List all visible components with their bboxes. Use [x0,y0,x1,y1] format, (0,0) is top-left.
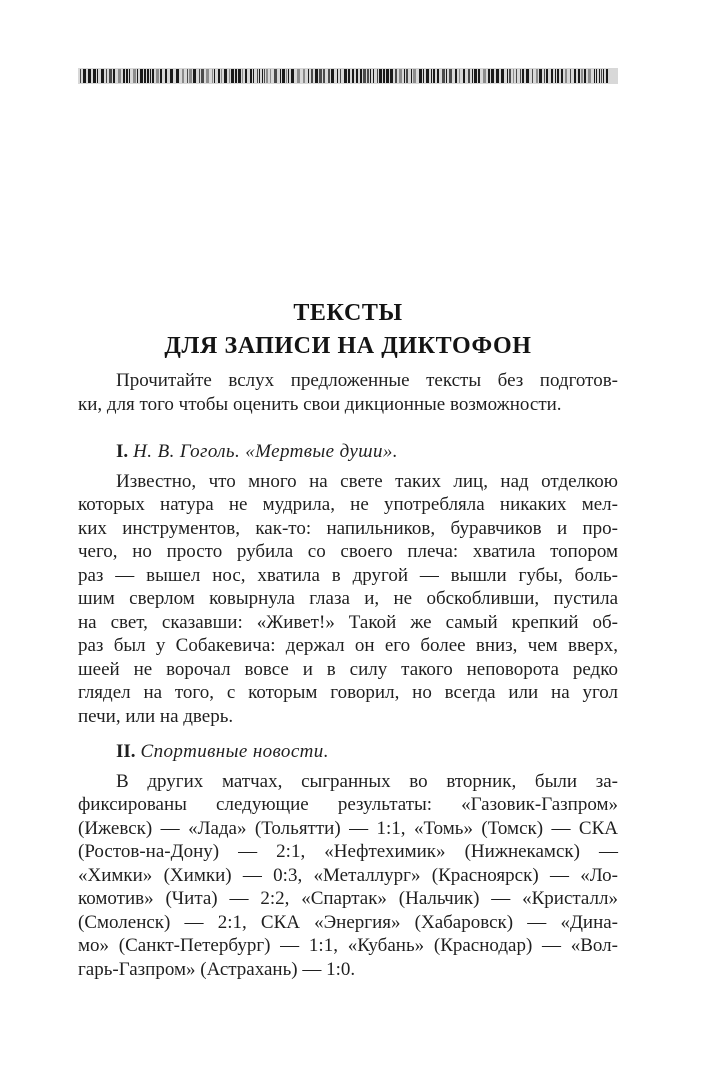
barcode-bar [308,69,309,83]
barcode-bar [404,69,405,83]
barcode-bar [311,69,313,83]
barcode-bar [323,69,325,83]
barcode-bar [433,69,435,83]
barcode-bar [581,69,583,83]
barcode-bar [152,69,154,83]
barcode-bar [522,69,524,83]
barcode-bar [546,69,548,83]
barcode-bar [377,69,378,83]
barcode-bar [106,69,107,83]
text-line: (Ижевск) — «Лада» (Тольятти) — 1:1, «Томь» (Томск) — СКА [78,817,618,839]
barcode-bar [386,69,389,83]
barcode-bar [370,69,371,83]
text-line: глядел на того, с которым говорил, но всегда или на угол [78,682,618,703]
barcode-bar [297,69,300,83]
text-line: ки, для того чтобы оценить свои дикционные возможности. [78,393,562,415]
barcode-bar [176,69,179,83]
barcode-bar [584,69,586,83]
barcode-bar [242,69,243,83]
section-title: Н. В. Гоголь. «Мертвые души». [133,441,398,462]
barcode-bar [411,69,412,83]
barcode-bar [101,69,104,83]
barcode-bar [274,69,277,83]
barcode-bar [97,69,98,83]
barcode-bar [229,69,230,83]
barcode-bar [363,69,366,83]
barcode-bar [390,69,393,83]
barcode-bar [291,69,294,83]
barcode-bar [262,69,263,83]
barcode-bar [472,69,473,83]
barcode-bar [496,69,499,83]
text-line: Известно, что много на свете таких лиц, над отделкою [116,470,618,492]
barcode-bar [360,69,362,83]
barcode-bar [474,69,477,83]
barcode-bar [455,69,457,83]
section-number: I. [116,441,129,462]
text-line: гарь-Газпром» (Астрахань) — 1:0. [78,958,356,980]
barcode-bar [165,69,167,83]
barcode-bar [574,69,576,83]
text-line: шеей не ворочал вовсе и в силу такого неповорота редко [78,658,618,680]
barcode-bar [606,69,608,83]
barcode-bar [170,69,173,83]
barcode-bar [520,69,521,83]
barcode-bar [399,69,402,83]
text-line: «Химки» (Химки) — 0:3, «Металлург» (Красноярск) — «Ло- [78,864,618,886]
barcode-bar [270,69,271,83]
barcode-bar [539,69,542,83]
barcode-bar [109,69,112,83]
barcode-bar [193,69,196,83]
section-heading-1 [78,440,618,464]
barcode-bar [83,69,86,83]
barcode-bar [532,69,533,83]
barcode-bar [156,69,159,83]
barcode-bar [419,69,422,83]
text-line: мо» (Санкт-Петербург) — 1:1, «Кубань» (Краснодар) — «Вол- [78,935,618,956]
barcode-bar [266,69,268,83]
barcode-bar [557,69,559,83]
barcode-bar [113,69,115,83]
barcode-bar [516,69,517,83]
barcode-bar [182,69,184,83]
text-line: (Ростов-на-Дону) — 2:1, «Нефтехимик» (Нижнекамск) — [78,841,618,862]
barcode-bar [282,69,285,83]
section-title: Спортивные новости. [140,741,329,762]
barcode-bar [328,69,330,83]
text-line: (Смоленск) — 2:1, СКА «Энергия» (Хабаровск) — «Дина- [78,911,618,933]
text-line: печи, или на дверь. [78,705,234,727]
barcode-bar [214,69,215,83]
barcode-bar [367,69,369,83]
barcode-bar [352,69,354,83]
barcode-bar [406,69,408,83]
barcode-bar [80,69,81,83]
barcode-bar [337,69,338,83]
barcode-bar [603,69,604,83]
barcode-bar [431,69,432,83]
text-line: Прочитайте вслух предложенные тексты без подготов- [116,370,618,391]
barcode-bar [221,69,222,83]
page-title-line2: ДЛЯ ЗАПИСИ НА ДИКТОФОН [164,333,532,359]
barcode-bar [413,69,416,83]
intro-paragraph [78,369,618,416]
barcode-bar [578,69,580,83]
section-heading-2 [78,740,618,764]
barcode-bar [344,69,347,83]
barcode-bar [235,69,237,83]
barcode-bar [588,69,591,83]
barcode-bar [331,69,334,83]
barcode-bar [199,69,200,83]
text-line: В других матчах, сыгранных во вторник, были за- [116,770,618,792]
barcode-bar [133,69,136,83]
barcode-bar [478,69,480,83]
barcode-bar [526,69,529,83]
barcode-bar [123,69,125,83]
barcode-bar [536,69,538,83]
barcode-bar [129,69,130,83]
text-line: комотив» (Чита) — 2:2, «Спартак» (Нальчик) — «Кристалл» [78,888,618,909]
barcode-bar [319,69,322,83]
barcode-bar [212,69,213,83]
barcode-bar [118,69,121,83]
barcode-bar [596,69,597,83]
section-2-paragraph [78,770,618,982]
barcode-bar [570,69,571,83]
barcode-bar [137,69,138,83]
barcode-bar [147,69,149,83]
barcode-bar [206,69,209,83]
barcode-bar [187,69,188,83]
barcode-bar [379,69,382,83]
barcode-bar [488,69,490,83]
barcode-bar [253,69,254,83]
text-line: чего, но просто рубила со своего плеча: хватила топором [78,541,618,562]
section-number: II. [116,741,136,762]
barcode-bar [594,69,595,83]
barcode-bar [468,69,470,83]
barcode-bar [423,69,424,83]
barcode-bar [144,69,146,83]
barcode-bar [259,69,260,83]
barcode-bar [303,69,305,83]
barcode-bar [356,69,358,83]
barcode-bar [224,69,227,83]
barcode-bar [150,69,151,83]
barcode-bar [459,69,460,83]
barcode-bar [513,69,514,83]
barcode-bar [446,69,447,83]
barcode-bar [426,69,429,83]
text-line: раз был у Собакевича: держал он его более вниз, чем вверх, [78,635,618,656]
barcode-bar [340,69,341,83]
barcode-bar [201,69,204,83]
barcode-bar [286,69,287,83]
barcode-bar [218,69,220,83]
barcode-bar [257,69,258,83]
barcode-bar [507,69,508,83]
barcode-bar [126,69,128,83]
barcode-bar [561,69,563,83]
page-title [78,297,618,363]
text-line: которых натура не мудрила, не употребляла никаких мел- [78,494,618,515]
barcode-bar [544,69,545,83]
barcode-bar [395,69,397,83]
text-line: фиксированы следующие результаты: «Газовик-Газпром» [78,794,618,815]
barcode-bar [238,69,241,83]
barcode-bar [280,69,281,83]
section-1-paragraph [78,470,618,729]
text-line: на свет, сказавши: «Живет!» Такой же самый крепкий об- [78,611,618,633]
barcode-bar [140,69,143,83]
barcode-bar [599,69,600,83]
barcode-bar [93,69,96,83]
barcode-bar [501,69,504,83]
barcode-bar [437,69,439,83]
barcode-bar [88,69,91,83]
barcode-bar [442,69,445,83]
barcode-bar [348,69,350,83]
barcode-bar [189,69,192,83]
barcode-bar [264,69,265,83]
barcode-bar [373,69,374,83]
barcode-bar [245,69,247,83]
barcode-bar [551,69,553,83]
barcode-bar [449,69,452,83]
barcode-bar [383,69,385,83]
barcode-bar [288,69,289,83]
barcode-bar [509,69,511,83]
barcode-bar [160,69,162,83]
barcode-bar [483,69,486,83]
barcode-bar [555,69,556,83]
barcode-bar [565,69,567,83]
barcode-bar [491,69,494,83]
barcode-bar [250,69,252,83]
page-title-line1: ТЕКСТЫ [293,300,403,326]
barcode-bar [315,69,318,83]
barcode-bar [601,69,602,83]
text-line: раз — вышел нос, хватила в другой — вышли губы, боль- [78,564,618,586]
barcode-bar [231,69,234,83]
barcode-bar [463,69,465,83]
text-line: шим сверлом ковырнула глаза и, не обскобливши, пустила [78,588,618,609]
barcode-ornament [78,68,618,84]
text-line: ких инструментов, как-то: напильников, буравчиков и про- [78,517,618,539]
text-column [78,0,618,981]
